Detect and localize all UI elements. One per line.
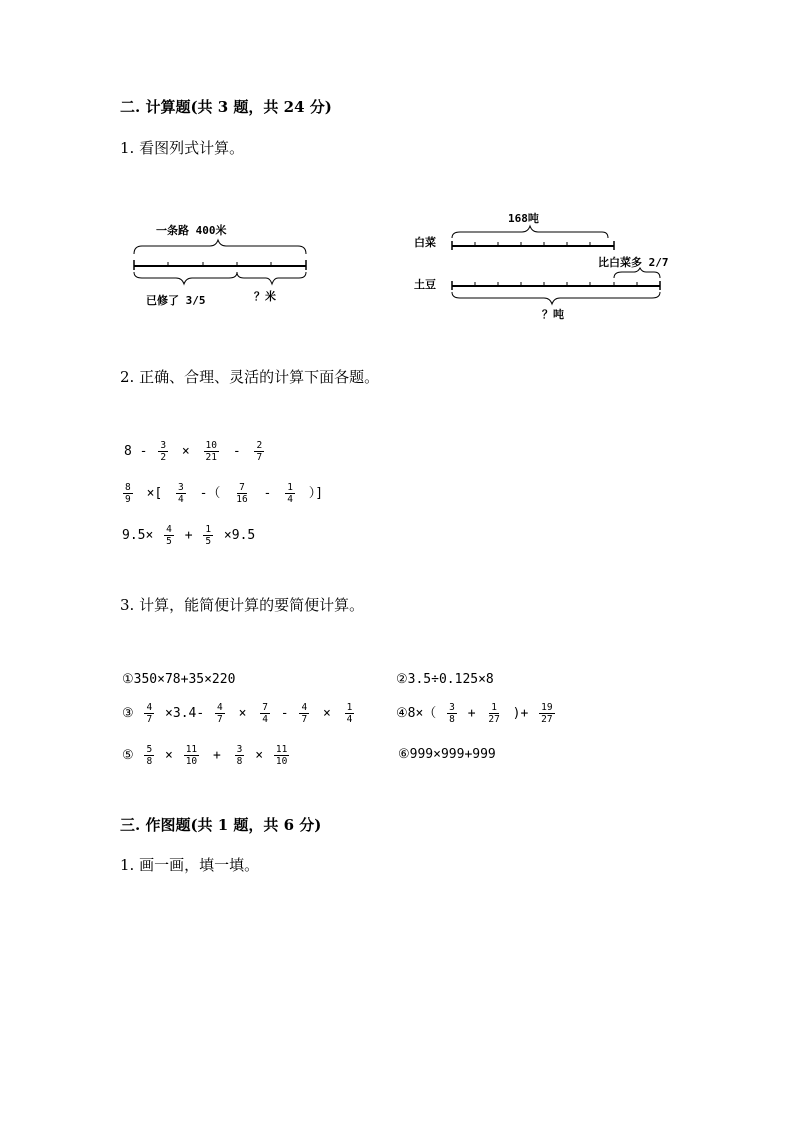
road-done-label: 已修了 3/5: [146, 294, 206, 307]
potato-row-label: 土豆: [414, 278, 436, 291]
q3-problem-5: ⑤ $\frac{5}{8}$ × $\frac{11}{10}$ + $\frac{3}{8}$ × $\frac{11}{10}$: [122, 744, 288, 767]
potato-amount-label: ？吨: [542, 308, 564, 321]
cabbage-amount-label: 168吨: [508, 212, 539, 225]
q3-problem-3: ③ $\frac{4}{7}$ ×3.4- $\frac{4}{7}$ × $\frac{7}{4}$ - $\frac{4}{7}$ × $\frac{1}{4}$: [122, 702, 353, 725]
road-diagram: [126, 214, 316, 314]
question-3-prompt: 3. 计算，能简便计算的要简便计算。: [120, 596, 365, 614]
q2-expression-2: $\frac{8}{9}$ ×[ $\frac{3}{4}$ -（ $\frac{7}{16}$ - $\frac{1}{4}$ ）]: [125, 482, 324, 505]
vegetable-diagram: [412, 208, 682, 323]
q3-problem-6: ⑥999×999+999: [398, 747, 496, 762]
q2-expression-1: 8 - $\frac{3}{2}$ × $\frac{10}{21}$ - $\frac{2}{7}$: [124, 440, 263, 463]
question-2-prompt: 2. 正确、合理、灵活的计算下面各题。: [120, 368, 380, 386]
q3-problem-2: ②3.5÷0.125×8: [396, 672, 494, 687]
road-total-label: 一条路 400米: [156, 224, 227, 237]
section-title-calc: 二. 计算题(共 3 题，共 24 分): [120, 98, 332, 116]
extra-fraction-label: 比白菜多 2/7: [598, 256, 669, 269]
question-1-prompt: 1. 看图列式计算。: [120, 139, 245, 157]
cabbage-row-label: 白菜: [414, 236, 436, 249]
q3-problem-4: ④8×（ $\frac{3}{8}$ + $\frac{1}{27}$ )+ $\frac{19}{27}$: [396, 702, 553, 725]
question-4-prompt: 1. 画一画，填一填。: [120, 856, 260, 874]
q2-expression-3: 9.5× $\frac{4}{5}$ + $\frac{1}{5}$ ×9.5: [122, 524, 256, 547]
road-remaining-label: ？米: [254, 290, 276, 303]
section-title-drawing: 三. 作图题(共 1 题，共 6 分): [120, 816, 322, 834]
q3-problem-1: ①350×78+35×220: [122, 672, 236, 687]
